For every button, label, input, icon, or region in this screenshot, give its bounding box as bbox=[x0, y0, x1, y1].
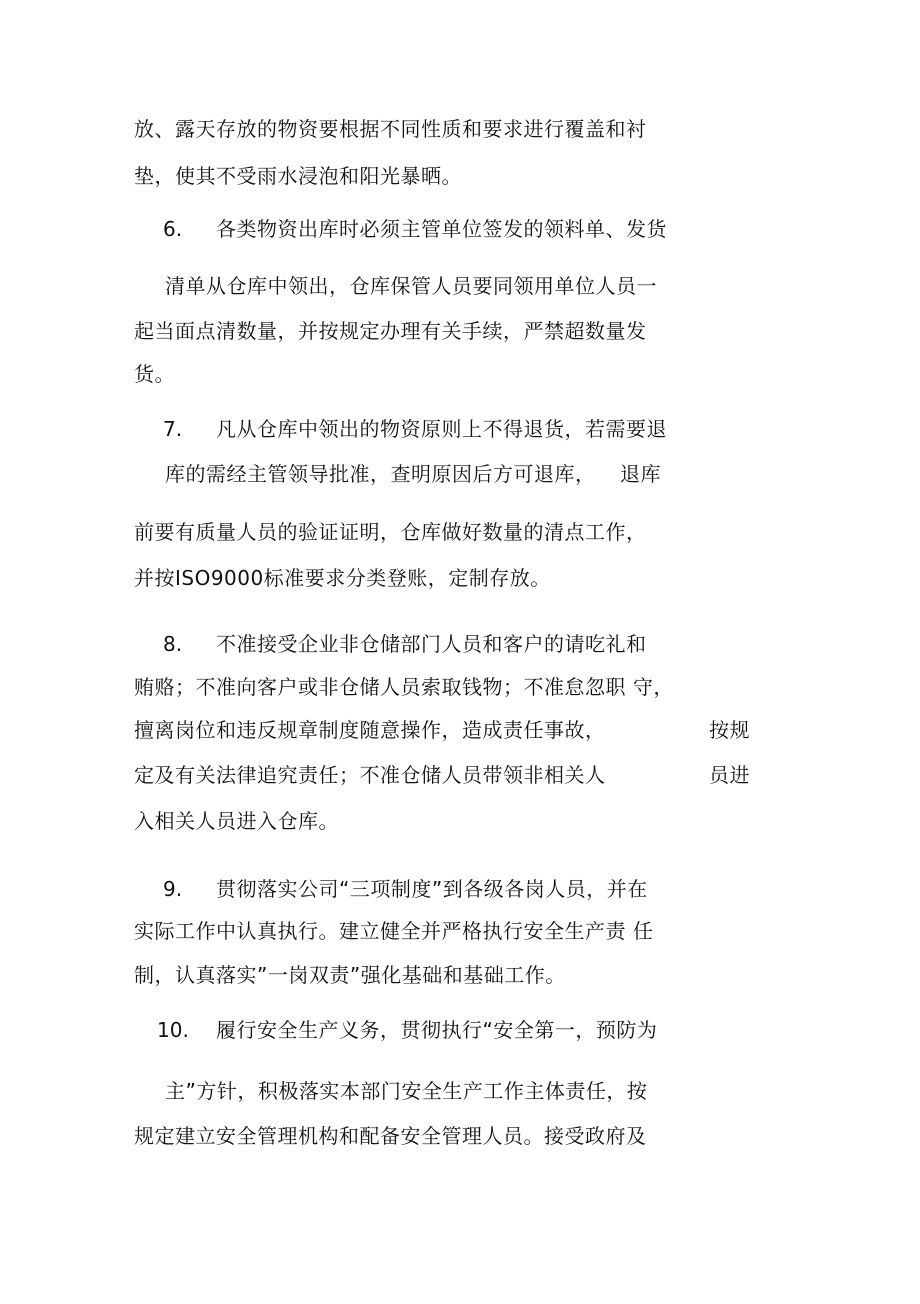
text-line: 实际工作中认真执行。建立健全并严格执行安全生产责 任 bbox=[134, 919, 654, 943]
item-number-6: 6. bbox=[163, 217, 183, 241]
text-line: 主”方针，积极落实本部门安全生产工作主体责任，按 bbox=[165, 1079, 648, 1103]
text-line: 定及有关法律追究责任；不准仓储人员带领非相关人 bbox=[134, 763, 606, 787]
text-line: 履行安全生产义务，贯彻执行“安全第一，预防为 bbox=[216, 1018, 658, 1042]
text-line: 垫，使其不受雨水浸泡和阳光暴晒。 bbox=[134, 164, 462, 188]
text-line: 员进 bbox=[709, 763, 750, 787]
item-number-8: 8. bbox=[163, 632, 183, 656]
text-line: 贯彻落实公司“三项制度”到各级各岗人员，并在 bbox=[216, 877, 648, 901]
text-line: 不准接受企业非仓储部门人员和客户的请吃礼和 bbox=[216, 632, 647, 656]
text-line: 货。 bbox=[134, 362, 175, 386]
text-line: 退库 bbox=[620, 462, 661, 486]
text-line: 各类物资出库时必须主管单位签发的领料单、发货 bbox=[216, 217, 667, 241]
item-number-7: 7. bbox=[163, 417, 183, 441]
text-line: 起当面点清数量，并按规定办理有关手续，严禁超数量发 bbox=[134, 319, 647, 343]
text-line: 放、露天存放的物资要根据不同性质和要求进行覆盖和衬 bbox=[134, 117, 647, 141]
text-line: 前要有质量人员的验证证明，仓库做好数量的清点工作， bbox=[134, 520, 647, 544]
item-number-9: 9. bbox=[163, 877, 183, 901]
text-line: 规定建立安全管理机构和配备安全管理人员。接受政府及 bbox=[134, 1124, 647, 1148]
text-line: 擅离岗位和违反规章制度随意操作，造成责任事故， bbox=[134, 718, 606, 742]
text-line: 入相关人员进入仓库。 bbox=[134, 809, 339, 833]
text-line: 清单从仓库中领出，仓库保管人员要同领用单位人员一 bbox=[165, 274, 657, 298]
text-line: 库的需经主管领导批准，查明原因后方可退库， bbox=[165, 462, 596, 486]
text-line: 凡从仓库中领出的物资原则上不得退货，若需要退 bbox=[216, 417, 667, 441]
text-line: 贿赂；不准向客户或非仓储人员索取钱物；不准怠忽职 守， bbox=[134, 675, 674, 699]
text-line: 按规 bbox=[709, 718, 750, 742]
text-line: 并按ISO9000标准要求分类登账，定制存放。 bbox=[134, 566, 551, 590]
text-line: 制，认真落实”一岗双责”强化基础和基础工作。 bbox=[134, 963, 566, 987]
item-number-10: 10. bbox=[157, 1018, 189, 1042]
